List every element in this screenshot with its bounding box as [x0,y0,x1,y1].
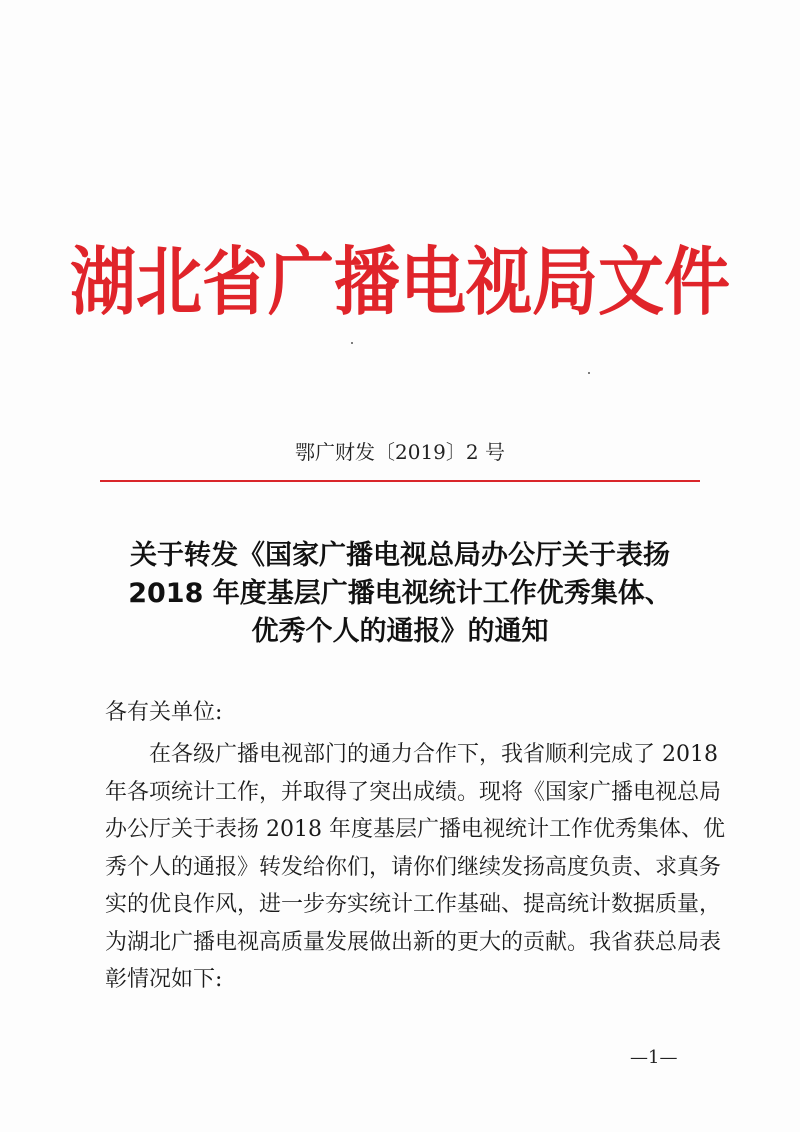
scan-speck [588,372,590,374]
body-paragraph [105,736,725,999]
page-number: —1— [630,1047,678,1068]
notice-title-line: 2018 年度基层广播电视统计工作优秀集体、 [128,578,672,609]
scan-speck [351,342,353,344]
body-line: 为湖北广播电视高质量发展做出新的更大的贡献。我省获总局表 [105,929,722,955]
body-line: 在各级广播电视部门的通力合作下，我省顺利完成了 2018 [105,742,718,767]
body-line: 彰情况如下: [105,967,223,992]
notice-title [60,537,740,651]
issuing-authority-header: 湖北省广播电视局文件 [70,239,730,326]
body-line: 秀个人的通报》转发给你们，请你们继续发扬高度负责、求真务 [105,854,722,880]
body-line: 实的优良作风，进一步夯实统计工作基础、提高统计数据质量， [105,892,722,917]
body-line: 办公厅关于表扬 2018 年度基层广播电视统计工作优秀集体、优 [105,817,725,842]
notice-title-line: 优秀个人的通报》的通知 [251,616,549,647]
salutation: 各有关单位: [105,700,223,725]
document-number: 鄂广财发〔2019〕2 号 [295,440,505,464]
red-separator-line [100,480,700,482]
notice-title-line: 关于转发《国家广播电视总局办公厅关于表扬 [130,540,670,571]
body-line: 年各项统计工作，并取得了突出成绩。现将《国家广播电视总局 [105,779,722,805]
